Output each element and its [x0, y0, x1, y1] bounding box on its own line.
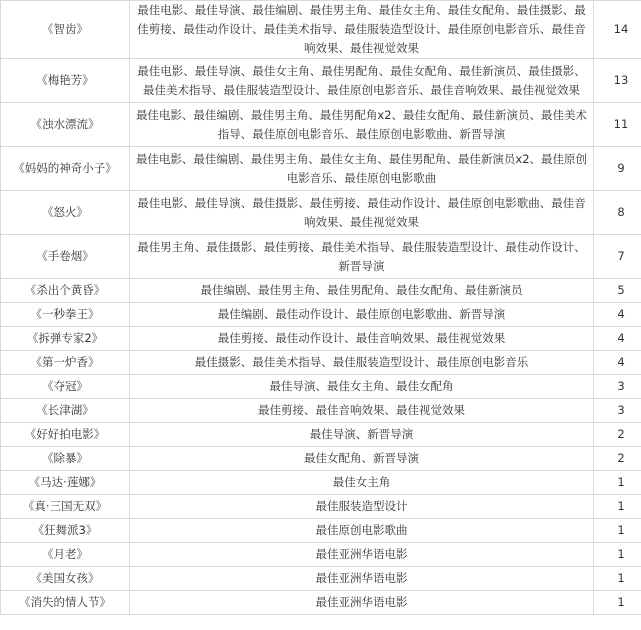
table-row	[1, 103, 641, 147]
film-title-cell: 《夺冠》	[1, 375, 130, 399]
count-cell: 4	[594, 327, 641, 351]
table-row	[1, 447, 641, 471]
table-row	[1, 495, 641, 519]
table-row	[1, 303, 641, 327]
film-title-cell: 《第一炉香》	[1, 351, 130, 375]
awards-cell: 最佳编剧、最佳动作设计、最佳原创电影歌曲、新晋导演	[130, 303, 594, 327]
count-cell: 3	[594, 375, 641, 399]
count-cell: 7	[594, 235, 641, 279]
film-title-cell: 《怒火》	[1, 191, 130, 235]
awards-cell: 最佳亚洲华语电影	[130, 567, 594, 591]
awards-cell: 最佳女配角、新晋导演	[130, 447, 594, 471]
film-title-cell: 《梅艳芳》	[1, 59, 130, 103]
awards-cell: 最佳男主角、最佳摄影、最佳剪接、最佳美术指导、最佳服装造型设计、最佳动作设计、新晋导演	[130, 235, 594, 279]
film-title-cell: 《好好拍电影》	[1, 423, 130, 447]
count-cell: 2	[594, 447, 641, 471]
awards-cell: 最佳导演、新晋导演	[130, 423, 594, 447]
count-cell: 14	[594, 1, 641, 59]
table-row	[1, 351, 641, 375]
count-cell: 1	[594, 543, 641, 567]
awards-cell: 最佳电影、最佳编剧、最佳男主角、最佳女主角、最佳男配角、最佳新演员x2、最佳原创电影音乐、最佳原创电影歌曲	[130, 147, 594, 191]
awards-cell: 最佳电影、最佳编剧、最佳男主角、最佳男配角x2、最佳女配角、最佳新演员、最佳美术指导、最佳原创电影音乐、最佳原创电影歌曲、新晋导演	[130, 103, 594, 147]
awards-cell: 最佳摄影、最佳美术指导、最佳服装造型设计、最佳原创电影音乐	[130, 351, 594, 375]
film-title-cell: 《真·三国无双》	[1, 495, 130, 519]
film-title-cell: 《美国女孩》	[1, 567, 130, 591]
awards-cell: 最佳女主角	[130, 471, 594, 495]
awards-cell: 最佳剪接、最佳动作设计、最佳音响效果、最佳视觉效果	[130, 327, 594, 351]
count-cell: 4	[594, 351, 641, 375]
awards-cell: 最佳亚洲华语电影	[130, 591, 594, 615]
table-row	[1, 375, 641, 399]
table-row	[1, 543, 641, 567]
awards-cell: 最佳电影、最佳导演、最佳女主角、最佳男配角、最佳女配角、最佳新演员、最佳摄影、最佳美术指导、最佳服装造型设计、最佳原创电影音乐、最佳音响效果、最佳视觉效果	[130, 59, 594, 103]
awards-cell: 最佳原创电影歌曲	[130, 519, 594, 543]
table-row	[1, 471, 641, 495]
film-title-cell: 《智齿》	[1, 1, 130, 59]
count-cell: 4	[594, 303, 641, 327]
count-cell: 11	[594, 103, 641, 147]
table-row	[1, 423, 641, 447]
table-row	[1, 567, 641, 591]
count-cell: 8	[594, 191, 641, 235]
table-row	[1, 235, 641, 279]
film-title-cell: 《马达·莲娜》	[1, 471, 130, 495]
count-cell: 1	[594, 567, 641, 591]
film-title-cell: 《妈妈的神奇小子》	[1, 147, 130, 191]
awards-cell: 最佳剪接、最佳音响效果、最佳视觉效果	[130, 399, 594, 423]
awards-cell: 最佳编剧、最佳男主角、最佳男配角、最佳女配角、最佳新演员	[130, 279, 594, 303]
table-row	[1, 519, 641, 543]
table-row	[1, 191, 641, 235]
film-title-cell: 《一秒拳王》	[1, 303, 130, 327]
awards-cell: 最佳亚洲华语电影	[130, 543, 594, 567]
count-cell: 9	[594, 147, 641, 191]
awards-cell: 最佳导演、最佳女主角、最佳女配角	[130, 375, 594, 399]
film-title-cell: 《除暴》	[1, 447, 130, 471]
table-row	[1, 279, 641, 303]
film-title-cell: 《消失的情人节》	[1, 591, 130, 615]
table-row	[1, 59, 641, 103]
count-cell: 13	[594, 59, 641, 103]
film-title-cell: 《浊水漂流》	[1, 103, 130, 147]
awards-cell: 最佳电影、最佳导演、最佳编剧、最佳男主角、最佳女主角、最佳女配角、最佳摄影、最佳剪接、最佳动作设计、最佳美术指导、最佳服装造型设计、最佳原创电影音乐、最佳音响效果、最佳视觉效果	[130, 1, 594, 59]
count-cell: 3	[594, 399, 641, 423]
awards-cell: 最佳服装造型设计	[130, 495, 594, 519]
table-row	[1, 147, 641, 191]
film-title-cell: 《长津湖》	[1, 399, 130, 423]
film-title-cell: 《狂舞派3》	[1, 519, 130, 543]
film-title-cell: 《手卷烟》	[1, 235, 130, 279]
awards-cell: 最佳电影、最佳导演、最佳摄影、最佳剪接、最佳动作设计、最佳原创电影歌曲、最佳音响效果、最佳视觉效果	[130, 191, 594, 235]
table-row	[1, 399, 641, 423]
count-cell: 1	[594, 519, 641, 543]
table-row	[1, 1, 641, 59]
count-cell: 2	[594, 423, 641, 447]
table-row	[1, 327, 641, 351]
film-title-cell: 《拆弹专家2》	[1, 327, 130, 351]
count-cell: 1	[594, 591, 641, 615]
film-title-cell: 《月老》	[1, 543, 130, 567]
count-cell: 5	[594, 279, 641, 303]
count-cell: 1	[594, 471, 641, 495]
table-row	[1, 591, 641, 615]
count-cell: 1	[594, 495, 641, 519]
film-title-cell: 《杀出个黄昏》	[1, 279, 130, 303]
